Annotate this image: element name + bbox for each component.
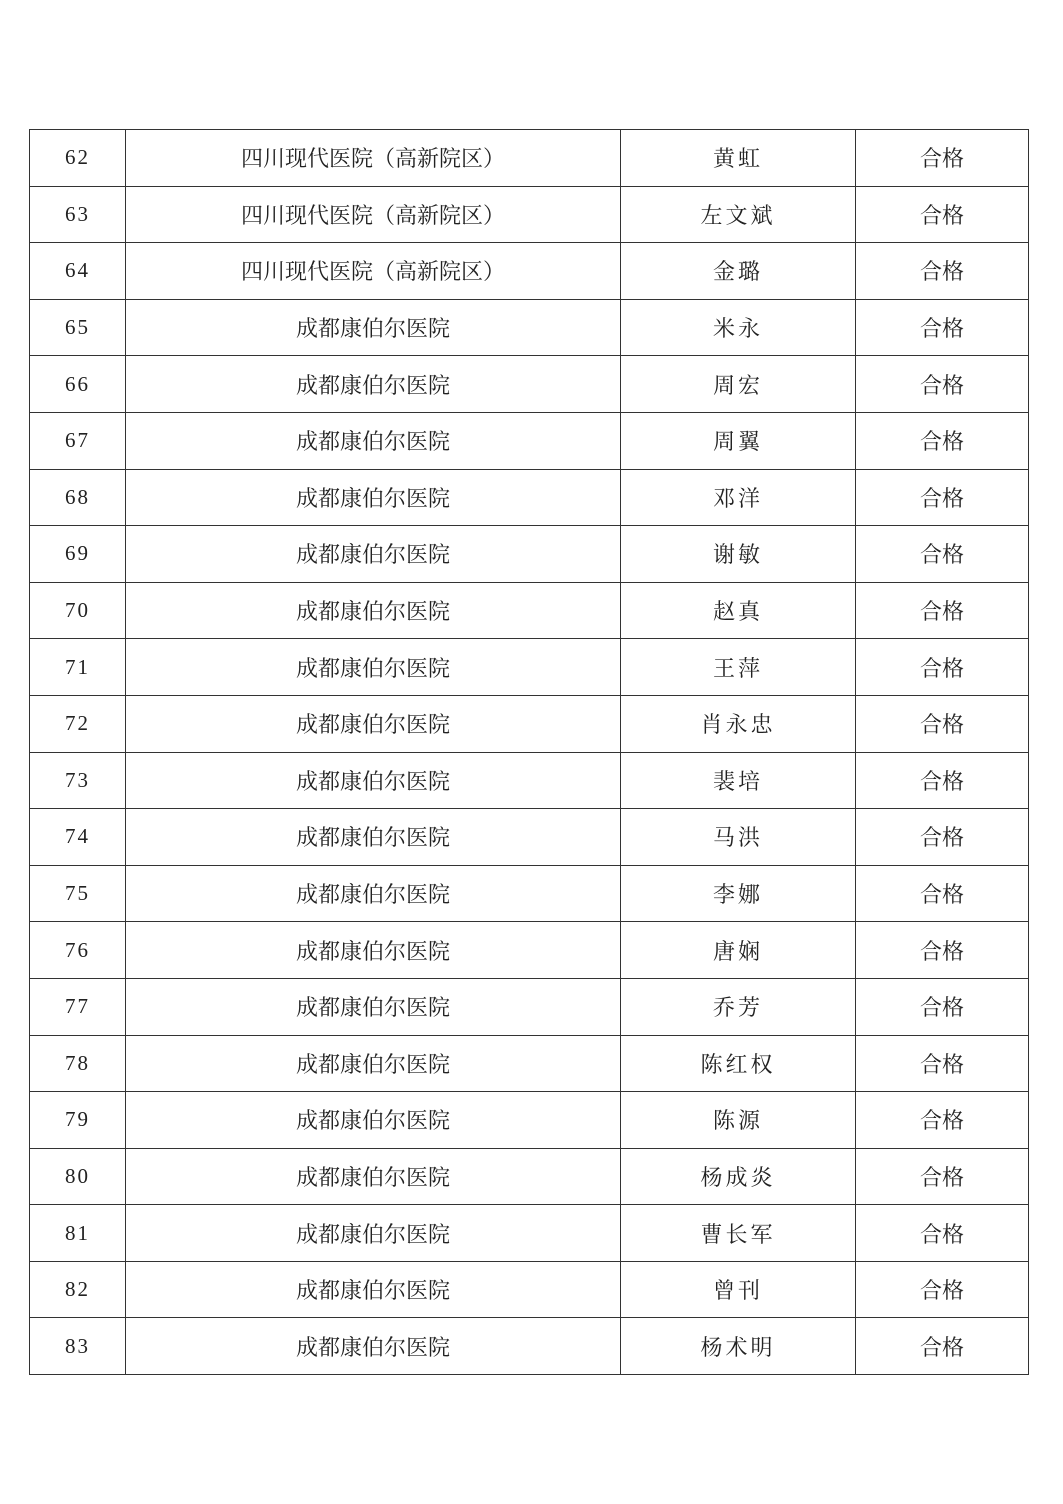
person-name: 马洪 (621, 809, 856, 866)
row-number: 71 (30, 639, 126, 696)
row-number: 72 (30, 695, 126, 752)
results-table-body (30, 130, 1029, 1375)
person-name: 周宏 (621, 356, 856, 413)
table-row (30, 1035, 1029, 1092)
table-row (30, 1261, 1029, 1318)
assessment-result: 合格 (856, 299, 1029, 356)
table-row (30, 1148, 1029, 1205)
person-name: 陈红权 (621, 1035, 856, 1092)
person-name: 左文斌 (621, 186, 856, 243)
hospital-name: 成都康伯尔医院 (126, 1318, 621, 1375)
hospital-name: 成都康伯尔医院 (126, 809, 621, 866)
row-number: 63 (30, 186, 126, 243)
table-row (30, 130, 1029, 187)
row-number: 78 (30, 1035, 126, 1092)
assessment-result: 合格 (856, 922, 1029, 979)
row-number: 79 (30, 1092, 126, 1149)
person-name: 乔芳 (621, 978, 856, 1035)
person-name: 谢敏 (621, 526, 856, 583)
row-number: 73 (30, 752, 126, 809)
row-number: 70 (30, 582, 126, 639)
row-number: 77 (30, 978, 126, 1035)
row-number: 64 (30, 243, 126, 300)
row-number: 66 (30, 356, 126, 413)
person-name: 王萍 (621, 639, 856, 696)
hospital-name: 成都康伯尔医院 (126, 412, 621, 469)
assessment-result: 合格 (856, 752, 1029, 809)
assessment-result: 合格 (856, 695, 1029, 752)
assessment-result: 合格 (856, 865, 1029, 922)
row-number: 74 (30, 809, 126, 866)
row-number: 62 (30, 130, 126, 187)
row-number: 75 (30, 865, 126, 922)
row-number: 80 (30, 1148, 126, 1205)
assessment-result: 合格 (856, 412, 1029, 469)
hospital-name: 成都康伯尔医院 (126, 299, 621, 356)
person-name: 杨成炎 (621, 1148, 856, 1205)
hospital-name: 成都康伯尔医院 (126, 1148, 621, 1205)
row-number: 67 (30, 412, 126, 469)
assessment-result: 合格 (856, 1318, 1029, 1375)
assessment-result: 合格 (856, 1035, 1029, 1092)
assessment-result: 合格 (856, 469, 1029, 526)
table-row (30, 639, 1029, 696)
person-name: 黄虹 (621, 130, 856, 187)
table-row (30, 186, 1029, 243)
hospital-name: 成都康伯尔医院 (126, 695, 621, 752)
table-row (30, 695, 1029, 752)
row-number: 83 (30, 1318, 126, 1375)
assessment-result: 合格 (856, 978, 1029, 1035)
hospital-name: 成都康伯尔医院 (126, 752, 621, 809)
table-row (30, 865, 1029, 922)
person-name: 金璐 (621, 243, 856, 300)
table-row (30, 978, 1029, 1035)
hospital-name: 成都康伯尔医院 (126, 978, 621, 1035)
person-name: 陈源 (621, 1092, 856, 1149)
table-row (30, 299, 1029, 356)
person-name: 米永 (621, 299, 856, 356)
hospital-name: 成都康伯尔医院 (126, 639, 621, 696)
row-number: 82 (30, 1261, 126, 1318)
hospital-name: 成都康伯尔医院 (126, 865, 621, 922)
row-number: 81 (30, 1205, 126, 1262)
hospital-name: 成都康伯尔医院 (126, 356, 621, 413)
table-row (30, 412, 1029, 469)
hospital-name: 四川现代医院（高新院区） (126, 243, 621, 300)
assessment-result: 合格 (856, 130, 1029, 187)
hospital-name: 成都康伯尔医院 (126, 526, 621, 583)
assessment-result: 合格 (856, 1092, 1029, 1149)
table-row (30, 526, 1029, 583)
assessment-result: 合格 (856, 243, 1029, 300)
assessment-result: 合格 (856, 186, 1029, 243)
table-row (30, 582, 1029, 639)
table-row (30, 243, 1029, 300)
table-row (30, 752, 1029, 809)
person-name: 杨术明 (621, 1318, 856, 1375)
assessment-result: 合格 (856, 526, 1029, 583)
person-name: 裴培 (621, 752, 856, 809)
table-row (30, 1092, 1029, 1149)
hospital-name: 成都康伯尔医院 (126, 922, 621, 979)
person-name: 唐娴 (621, 922, 856, 979)
assessment-result: 合格 (856, 1205, 1029, 1262)
person-name: 邓洋 (621, 469, 856, 526)
person-name: 肖永忠 (621, 695, 856, 752)
person-name: 曾刊 (621, 1261, 856, 1318)
person-name: 周翼 (621, 412, 856, 469)
assessment-result: 合格 (856, 809, 1029, 866)
table-row (30, 1318, 1029, 1375)
table-row (30, 356, 1029, 413)
assessment-result: 合格 (856, 639, 1029, 696)
hospital-name: 四川现代医院（高新院区） (126, 186, 621, 243)
assessment-result: 合格 (856, 356, 1029, 413)
table-row (30, 809, 1029, 866)
hospital-name: 成都康伯尔医院 (126, 1092, 621, 1149)
person-name: 李娜 (621, 865, 856, 922)
assessment-result: 合格 (856, 1261, 1029, 1318)
assessment-result: 合格 (856, 1148, 1029, 1205)
table-row (30, 1205, 1029, 1262)
person-name: 赵真 (621, 582, 856, 639)
hospital-name: 成都康伯尔医院 (126, 1261, 621, 1318)
hospital-name: 成都康伯尔医院 (126, 469, 621, 526)
person-name: 曹长军 (621, 1205, 856, 1262)
row-number: 76 (30, 922, 126, 979)
hospital-name: 四川现代医院（高新院区） (126, 130, 621, 187)
row-number: 69 (30, 526, 126, 583)
table-row (30, 922, 1029, 979)
hospital-name: 成都康伯尔医院 (126, 1035, 621, 1092)
assessment-result: 合格 (856, 582, 1029, 639)
row-number: 68 (30, 469, 126, 526)
hospital-name: 成都康伯尔医院 (126, 1205, 621, 1262)
results-table (29, 129, 1029, 1375)
hospital-name: 成都康伯尔医院 (126, 582, 621, 639)
table-row (30, 469, 1029, 526)
row-number: 65 (30, 299, 126, 356)
